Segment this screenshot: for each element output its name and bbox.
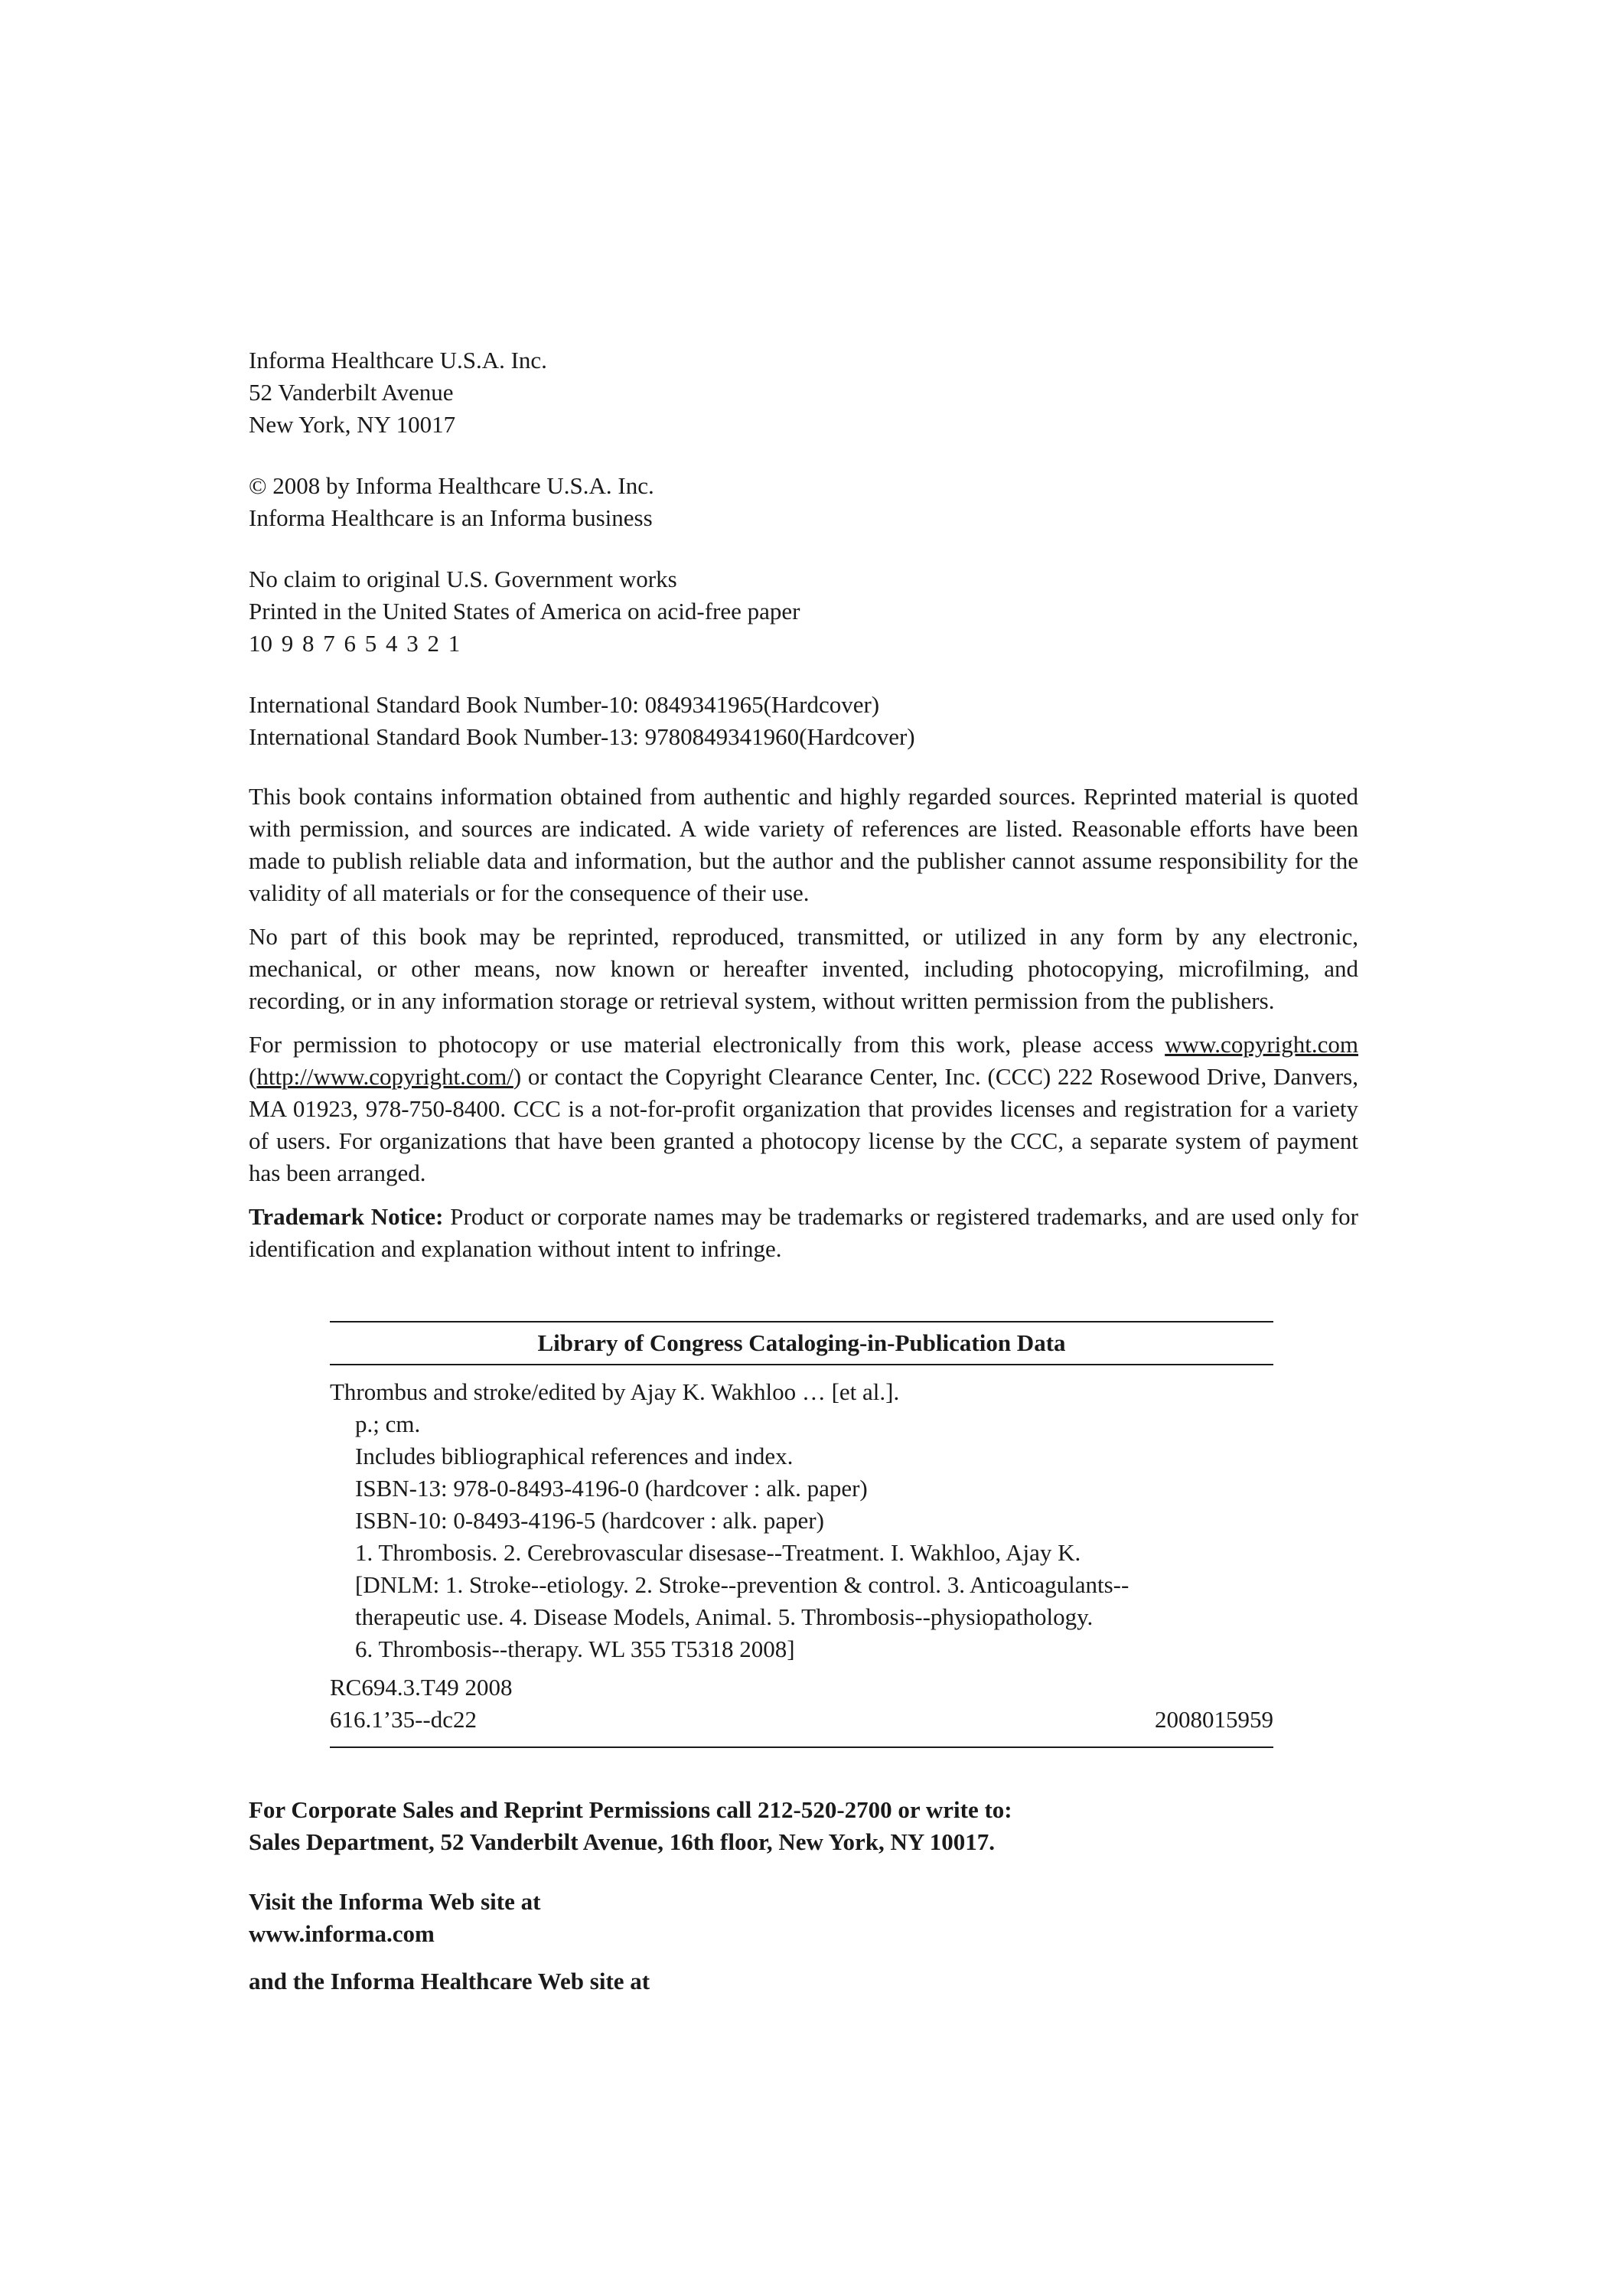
permission-text-mid: (	[249, 1063, 257, 1090]
printing-info	[249, 563, 1358, 660]
copyright-link[interactable]: www.copyright.com	[1165, 1031, 1358, 1058]
cip-subjects: 1. Thrombosis. 2. Cerebrovascular disesase--Treatment. I. Wakhloo, Ajay K.	[355, 1539, 1081, 1566]
isbn-10-line: International Standard Book Number-10: 0849341965(Hardcover)	[249, 691, 880, 718]
permission-text-before: For permission to photocopy or use material electronically from this work, please access	[249, 1031, 1165, 1058]
cip-pages: p.; cm.	[355, 1411, 421, 1437]
publisher-city: New York, NY 10017	[249, 411, 456, 438]
cip-body	[330, 1365, 1273, 1736]
cip-includes: Includes bibliographical references and index.	[355, 1443, 794, 1469]
cip-dnlm-2: therapeutic use. 4. Disease Models, Animal. 5. Thrombosis--physiopathology.	[355, 1603, 1094, 1630]
cip-data-block	[330, 1321, 1273, 1748]
cip-title: Library of Congress Cataloging-in-Publication Data	[537, 1329, 1066, 1356]
cip-lc-class: RC694.3.T49 2008	[330, 1674, 513, 1701]
sales-line-2: Sales Department, 52 Vanderbilt Avenue, 16th floor, New York, NY 10017.	[249, 1828, 996, 1855]
isbn-13-line: International Standard Book Number-13: 9780849341960(Hardcover)	[249, 723, 915, 750]
cip-dewey-row	[330, 1704, 1273, 1736]
copyright-notice	[249, 470, 1358, 534]
permission-paragraph	[249, 1029, 1358, 1189]
cip-dewey: 616.1’35--dc22	[330, 1706, 477, 1733]
cip-isbn10: ISBN-10: 0-8493-4196-5 (hardcover : alk. paper)	[355, 1507, 824, 1534]
isbn-info	[249, 689, 1358, 753]
trademark-paragraph	[249, 1201, 1358, 1265]
printed-in: Printed in the United States of America on acid-free paper	[249, 598, 800, 625]
cip-isbn13: ISBN-13: 978-0-8493-4196-0 (hardcover : alk. paper)	[355, 1475, 868, 1502]
trademark-text: Product or corporate names may be trademarks or registered trademarks, and are used only for identification and explanation without intent to infringe.	[249, 1203, 1358, 1262]
permission-text-after: ) or contact the Copyright Clearance Center, Inc. (CCC) 222 Rosewood Drive, Danvers, MA 01923, 978-750-8400. CCC is a not-for-profit organization that provides licenses and registration for a variety of users. For organizations that have been granted a photocopy license by the CCC, a separate system of payment has been arranged.	[249, 1063, 1358, 1186]
footer-info	[249, 1794, 1358, 1998]
cip-dnlm-1: [DNLM: 1. Stroke--etiology. 2. Stroke--prevention & control. 3. Anticoagulants--	[355, 1571, 1129, 1598]
visit-healthcare: and the Informa Healthcare Web site at	[249, 1968, 650, 1994]
sources-paragraph: This book contains information obtained from authentic and highly regarded sources. Reprinted material is quoted with permission, and sources are indicated. A wide variety of references are listed. Reasonable efforts have been made to publish reliable data and information, but the author and the publisher cannot assume responsibility for the validity of all materials or for the consequence of their use.	[249, 783, 1358, 906]
reproduction-paragraph: No part of this book may be reprinted, reproduced, transmitted, or utilized in any form by any electronic, mechanical, or other means, now known or hereafter invented, including photocopying, microfilming, and recording, or in any information storage or retrieval system, without written permission from the publishers.	[249, 923, 1358, 1014]
printing-number-line: 10 9 8 7 6 5 4 3 2 1	[249, 630, 461, 657]
copyright-page	[249, 344, 1358, 1998]
trademark-label: Trademark Notice:	[249, 1203, 444, 1230]
copyright-line: © 2008 by Informa Healthcare U.S.A. Inc.	[249, 472, 654, 499]
cip-classification	[330, 1671, 1273, 1736]
cip-details	[330, 1408, 1273, 1665]
publisher-address	[249, 344, 1358, 441]
sales-line-1: For Corporate Sales and Reprint Permissions call 212-520-2700 or write to:	[249, 1796, 1012, 1823]
government-claim: No claim to original U.S. Government works	[249, 566, 677, 592]
business-line: Informa Healthcare is an Informa business	[249, 504, 653, 531]
cip-bottom-rule	[330, 1746, 1273, 1748]
cip-dnlm-3: 6. Thrombosis--therapy. WL 355 T5318 2008]	[355, 1636, 795, 1662]
publisher-name: Informa Healthcare U.S.A. Inc.	[249, 347, 547, 373]
cip-main-entry: Thrombus and stroke/edited by Ajay K. Wakhloo … [et al.].	[330, 1378, 900, 1405]
publisher-street: 52 Vanderbilt Avenue	[249, 379, 454, 406]
visit-informa: Visit the Informa Web site at	[249, 1888, 541, 1915]
copyright-url-link[interactable]: http://www.copyright.com/	[256, 1063, 513, 1090]
informa-url[interactable]: www.informa.com	[249, 1920, 435, 1947]
cip-lccn: 2008015959	[1155, 1706, 1273, 1733]
